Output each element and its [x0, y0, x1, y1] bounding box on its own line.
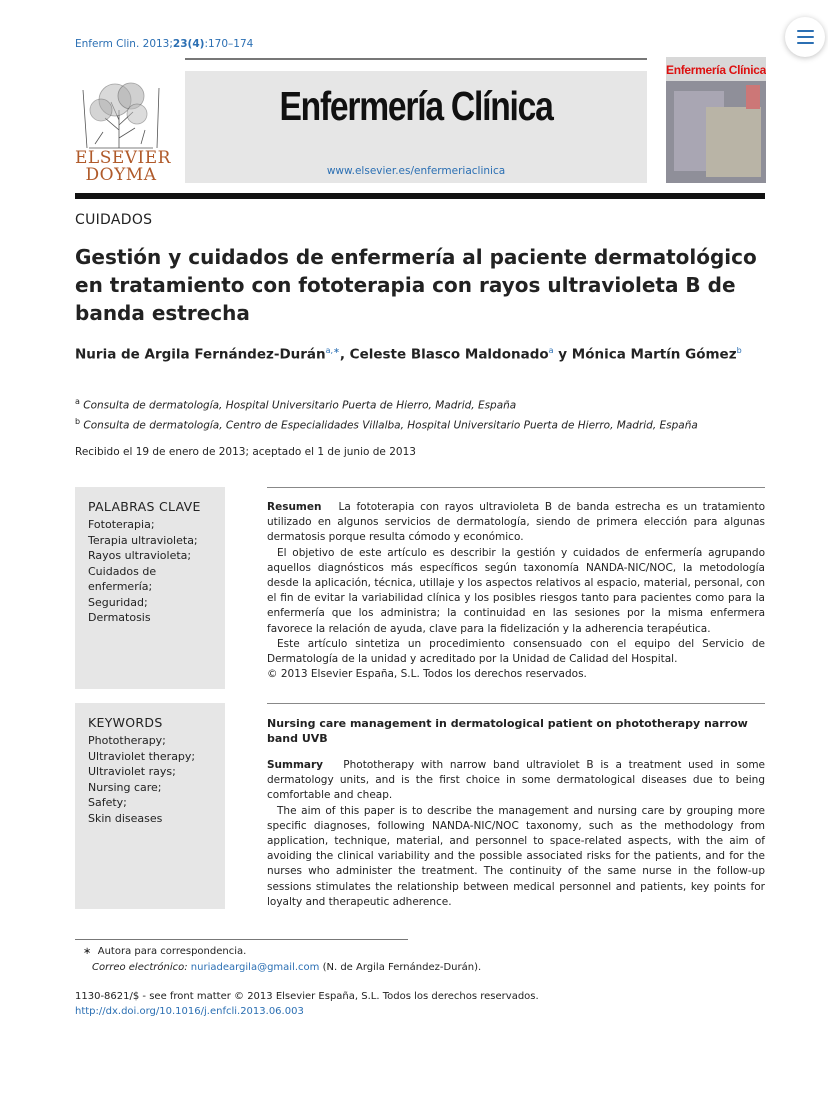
abstract-en-paragraph: The aim of this paper is to describe the management and nursing care by grouping more specific diagnoses, following NANDA-NIC/NOC taxonomy, such as the methodology from application, technique, material, and personnel to space-related aspects, with the aim of avoiding the clinical variability and the possible associated risks for the patients, and for the nurses who administer the treatment. The continuity of the same nurse in the follow-up sessions stimulates the relationship between medical personnel and patients, key points for loyalty and therapeutic adherence.: [267, 804, 765, 908]
keyword: Terapia ultravioleta;: [88, 533, 198, 547]
keywords-es-panel: [75, 487, 225, 689]
keyword: Rayos ultravioleta;: [88, 549, 192, 562]
abstract-en-label: Summary: [267, 759, 324, 771]
keyword: Fototerapia;: [88, 518, 155, 531]
journal-banner: [185, 71, 647, 183]
abstract-en-title: Nursing care management in dermatological patient on phototherapy narrow band UVB: [267, 717, 748, 745]
header-rule: [185, 58, 647, 60]
cover-title: Enfermería Clínica: [666, 63, 766, 77]
header-divider: [75, 193, 765, 199]
article-title: Gestión y cuidados de enfermería al paciente dermatológico en tratamiento con fototerapia con rayos ultravioleta B de banda estrecha: [75, 245, 757, 325]
keyword: Cuidados de: [88, 564, 157, 578]
keyword: Nursing care;: [88, 780, 162, 794]
abstract-en-rule: [267, 703, 765, 704]
journal-url[interactable]: www.elsevier.es/enfermeriaclinica: [326, 165, 506, 177]
keywords-es-heading: PALABRAS CLAVE: [88, 499, 201, 514]
author-name: Mónica Martín Gómez: [571, 346, 737, 363]
corresponding-author-note: ∗ Autora para correspondencia. Correo electrónico: nuriadeargila@gmail.com (N. de Argila Fernández-Durán).: [83, 946, 482, 973]
affiliation: $^a$ Consulta de dermatología, Hospital Universitario Puerta de Hierro, Madrid, España: [75, 397, 517, 412]
keyword: Ultraviolet therapy;: [88, 749, 196, 763]
keywords-en-panel: [75, 703, 225, 909]
abstract-es-paragraph: Este artículo sintetiza un procedimiento consensuado con el equipo del Servicio de Dermatología de la unidad y acreditado por la Unidad de Calidad del Hospital.: [267, 637, 765, 666]
keyword: Seguridad;: [88, 595, 148, 609]
author-list: Nuria de Argila Fernández-Durán$^{a,∗}$, Celeste Blasco Maldonado$^a$ y Mónica Martín Gómez$^b$: [75, 346, 742, 363]
journal-citation[interactable]: Enferm Clin. 2013;23(4):170–174: [75, 38, 254, 50]
menu-button[interactable]: [785, 17, 825, 57]
abstract-es: Resumen La fototerapia con rayos ultravioleta B de banda estrecha es un tratamiento utilizado en algunos servicios de dermatología, siendo de primera elección para algunas dermatosis porque resulta cómodo y económico. El objetivo de este artículo es describir la gestión y cuidados de enfermería agrupando aquellos diagnósticos más específicos según taxonomía NANDA-NIC/NOC, la metodología desde la aplicación, técnica, utillaje y los aspectos relativos al espacio, material, personal, con el fin de evitar la variabilidad clínica y los posibles riesgos tanto para pacientes como para la enfermería que los administra; la continuidad en las sesiones por la misma enfermera favorece la relación de ayuda, clave para la fidelización y la adherencia terapéutica. Este artículo sintetiza un procedimiento consensuado con el equipo del Servicio de Dermatología de la unidad y acreditado por la Unidad de Calidad del Hospital. © 2013 Elsevier España, S.L. Todos los derechos reservados.: [267, 500, 765, 682]
journal-cover[interactable]: [666, 57, 766, 183]
publisher-name: ELSEVIER DOYMA: [75, 148, 171, 185]
affiliations: [75, 394, 775, 433]
journal-title: Enfermería Clínica: [279, 83, 553, 129]
footnote-rule: [75, 939, 408, 940]
doi-link[interactable]: http://dx.doi.org/10.1016/j.enfcli.2013.06.003: [75, 1006, 304, 1017]
author-affiliation-mark[interactable]: b: [736, 346, 742, 355]
keyword: Ultraviolet rays;: [88, 765, 176, 778]
issn-line: 1130-8621/$ - see front matter © 2013 Elsevier España, S.L. Todos los derechos reservados.: [75, 991, 539, 1002]
abstract-es-copyright: © 2013 Elsevier España, S.L. Todos los derechos reservados.: [267, 668, 587, 681]
keywords-en-list: [88, 733, 195, 826]
abstract-es-label: Resumen: [267, 501, 322, 513]
abstract-es-rule: [267, 487, 765, 488]
author-email-link[interactable]: nuriadeargila@gmail.com: [190, 961, 320, 973]
abstract-en: Summary Phototherapy with narrow band ultraviolet B is a treatment used in some dermatology units, and is the first choice in some dermatological diseases due to being comfortable and cheap. The aim of this paper is to describe the management and nursing care by grouping more specific diagnoses, following NANDA-NIC/NOC taxonomy, such as the methodology from application, technique, material, and personnel to space-related aspects, with the aim of avoiding the clinical variability and the possible associated risks for the patients, and for the nurses who administer the treatment. The continuity of the same nurse in the follow-up sessions stimulates the relationship between medical personnel and patients, key points for loyalty and therapeutic adherence.: [267, 758, 765, 910]
keyword: Dermatosis: [88, 611, 151, 624]
section-label: CUIDADOS: [75, 212, 153, 228]
issn-doi: [75, 989, 539, 1019]
author-name: Celeste Blasco Maldonado: [349, 346, 549, 363]
keyword: enfermería;: [88, 580, 153, 593]
keywords-es-list: [88, 517, 198, 626]
keyword: Skin diseases: [88, 811, 163, 825]
hamburger-menu-icon: [797, 30, 814, 32]
keyword: Phototherapy;: [88, 734, 166, 747]
author-affiliation-mark[interactable]: a,∗: [325, 346, 340, 355]
affiliation: $^b$ Consulta de dermatología, Centro de Especialidades Villalba, Hospital Universitario Puerta de Hierro, Madrid, España: [75, 416, 698, 431]
keywords-en-heading: KEYWORDS: [88, 715, 163, 730]
author-name: Nuria de Argila Fernández-Durán: [75, 346, 326, 363]
author-affiliation-mark[interactable]: a: [548, 346, 554, 355]
keyword: Safety;: [88, 796, 127, 809]
abstract-es-paragraph: El objetivo de este artículo es describir la gestión y cuidados de enfermería agrupando aquellos diagnósticos más específicos según taxonomía NANDA-NIC/NOC, la metodología desde la aplicación, técnica, utillaje y los aspectos relativos al espacio, material, personal, con el fin de evitar la variabilidad clínica y los posibles riesgos tanto para pacientes como para la enfermería que los administra; la continuidad en las sesiones por la misma enfermera favorece la relación de ayuda, clave para la fidelización y la adherencia terapéutica.: [267, 546, 765, 635]
received-dates: Recibido el 19 de enero de 2013; aceptado el 1 de junio de 2013: [75, 446, 416, 458]
